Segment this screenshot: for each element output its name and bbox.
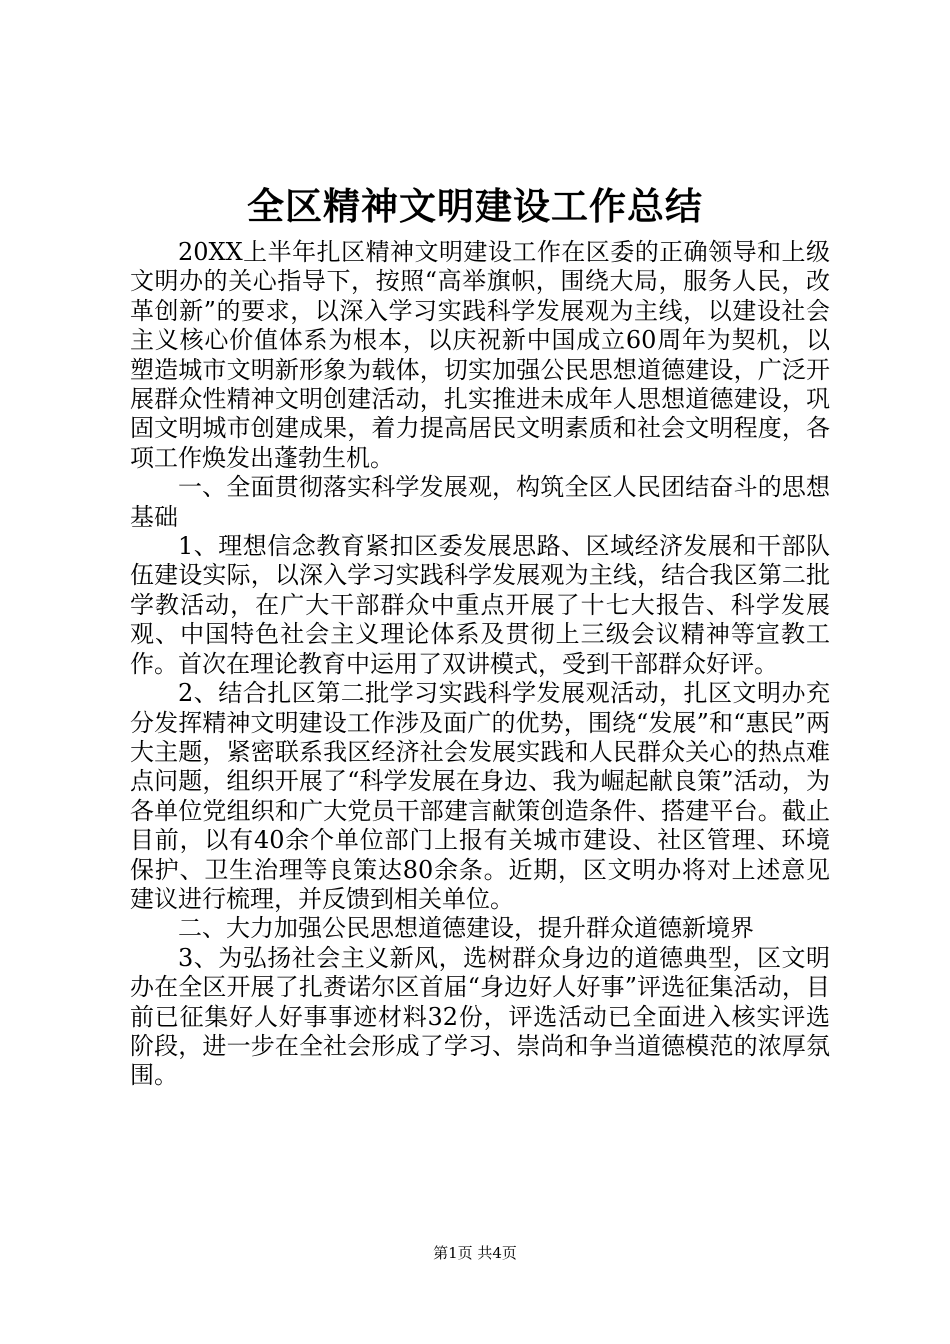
document-title: 全区精神文明建设工作总结 xyxy=(247,184,703,228)
section-heading-2: 二、大力加强公民思想道德建设，提升群众道德新境界 xyxy=(178,914,754,943)
paragraph-item-3: 3、为弘扬社会主义新风，选树群众身边的道德典型，区文明办在全区开展了扎赉诺尔区首届“身边好人好事”评选征集活动，目前已征集好人好事事迹材料32份，评选活动已全面进入核实评选阶段，进一步在全社会形成了学习、崇尚和争当道德模范的浓厚氛围。 xyxy=(130,943,830,1090)
paragraph-intro: 20XX上半年扎区精神文明建设工作在区委的正确领导和上级文明办的关心指导下，按照“高举旗帜，围绕大局，服务人民，改革创新”的要求，以深入学习实践科学发展观为主线，以建设社会主义核心价值体系为根本，以庆祝新中国成立60周年为契机，以塑造城市文明新形象为载体，切实加强公民思想道德建设，广泛开展群众性精神文明创建活动，扎实推进未成年人思想道德建设，巩固文明城市创建成果，着力提高居民文明素质和社会文明程度，各项工作焕发出蓬勃生机。 xyxy=(130,238,830,472)
paragraph-item-1: 1、理想信念教育紧扣区委发展思路、区域经济发展和干部队伍建设实际，以深入学习实践科学发展观为主线，结合我区第二批学教活动，在广大干部群众中重点开展了十七大报告、科学发展观、中国特色社会主义理论体系及贯彻上三级会议精神等宣教工作。首次在理论教育中运用了双讲模式，受到干部群众好评。 xyxy=(130,532,830,678)
section-heading-1: 一、全面贯彻落实科学发展观，构筑全区人民团结奋斗的思想基础 xyxy=(130,473,830,531)
page-number-footer: 第1页 共4页 xyxy=(433,1244,517,1262)
document-body xyxy=(130,238,830,1091)
paragraph-item-2: 2、结合扎区第二批学习实践科学发展观活动，扎区文明办充分发挥精神文明建设工作涉及面广的优势，围绕“发展”和“惠民”两大主题，紧密联系我区经济社会发展实践和人民群众关心的热点难点问题，组织开展了“科学发展在身边、我为崛起献良策”活动，为各单位党组织和广大党员干部建言献策创造条件、搭建平台。截止目前，以有40余个单位部门上报有关城市建设、社区管理、环境保护、卫生治理等良策达80余条。近期，区文明办将对上述意见建议进行梳理，并反馈到相关单位。 xyxy=(130,679,830,913)
